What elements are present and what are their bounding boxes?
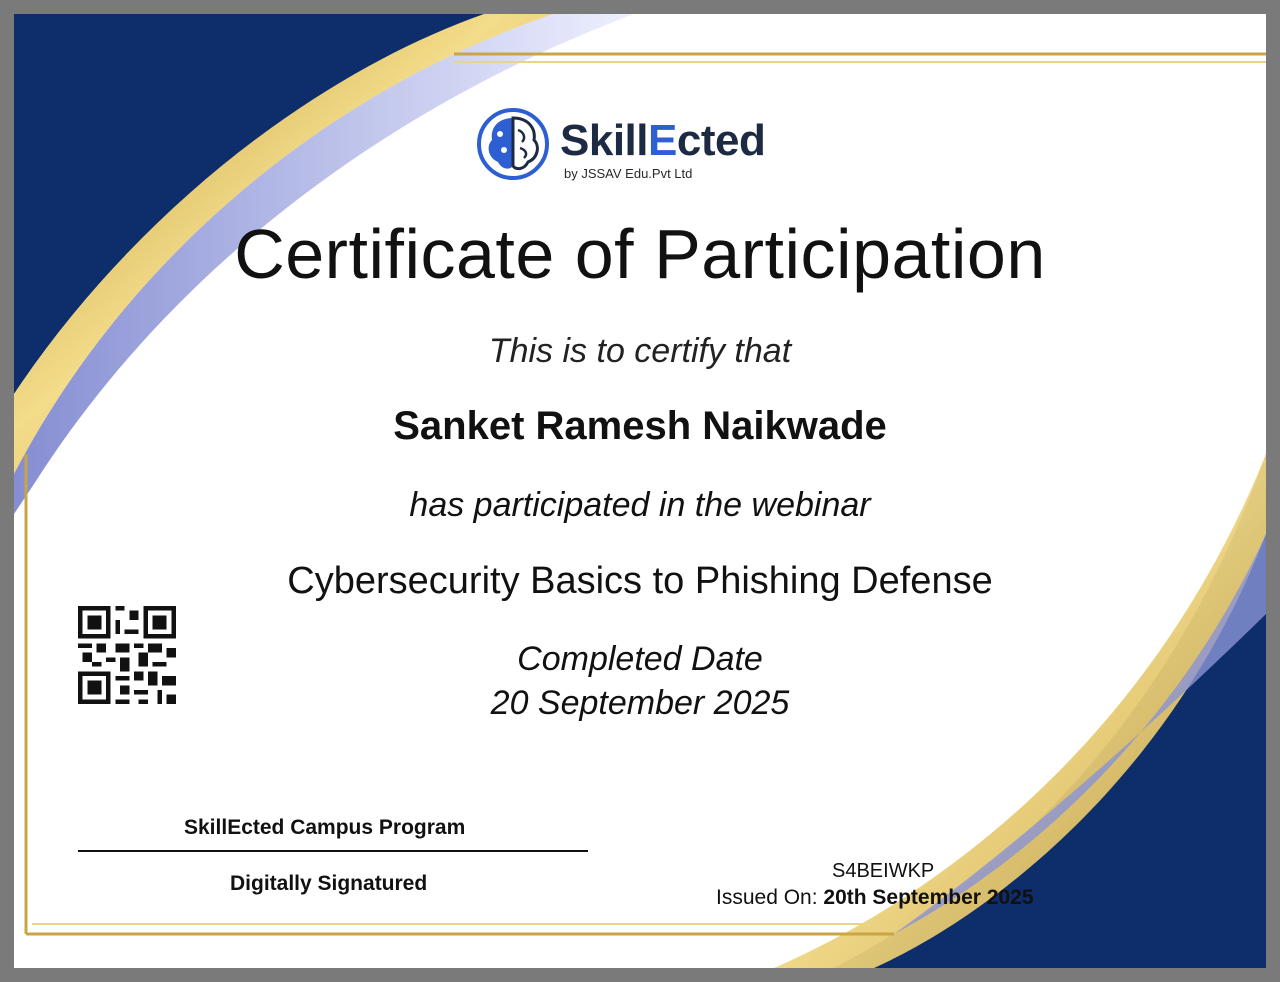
brain-icon bbox=[476, 104, 550, 184]
completed-date: 20 September 2025 bbox=[490, 684, 790, 722]
brand-logo bbox=[476, 98, 796, 188]
signature-line bbox=[78, 850, 588, 852]
course-name: Cybersecurity Basics to Phishing Defense bbox=[287, 560, 993, 602]
certify-intro: This is to certify that bbox=[488, 332, 792, 370]
recipient-name: Sanket Ramesh Naikwade bbox=[393, 404, 887, 448]
brand-name: SkillEcted bbox=[560, 116, 766, 165]
signature-label: Digitally Signatured bbox=[230, 872, 428, 895]
issued-label: Issued On: bbox=[716, 886, 818, 909]
issued-date: 20th September 2025 bbox=[823, 886, 1034, 909]
completed-label: Completed Date bbox=[517, 640, 763, 678]
certificate-sheet bbox=[14, 14, 1266, 968]
participation-text: has participated in the webinar bbox=[409, 486, 871, 524]
qr-code bbox=[78, 606, 176, 704]
issued-on bbox=[716, 886, 1034, 910]
certificate-title: Certificate of Participation bbox=[234, 215, 1046, 293]
certificate-code: S4BEIWKP bbox=[832, 860, 935, 882]
program-name: SkillEcted Campus Program bbox=[184, 816, 466, 839]
brand-subtitle: by JSSAV Edu.Pvt Ltd bbox=[564, 166, 693, 181]
